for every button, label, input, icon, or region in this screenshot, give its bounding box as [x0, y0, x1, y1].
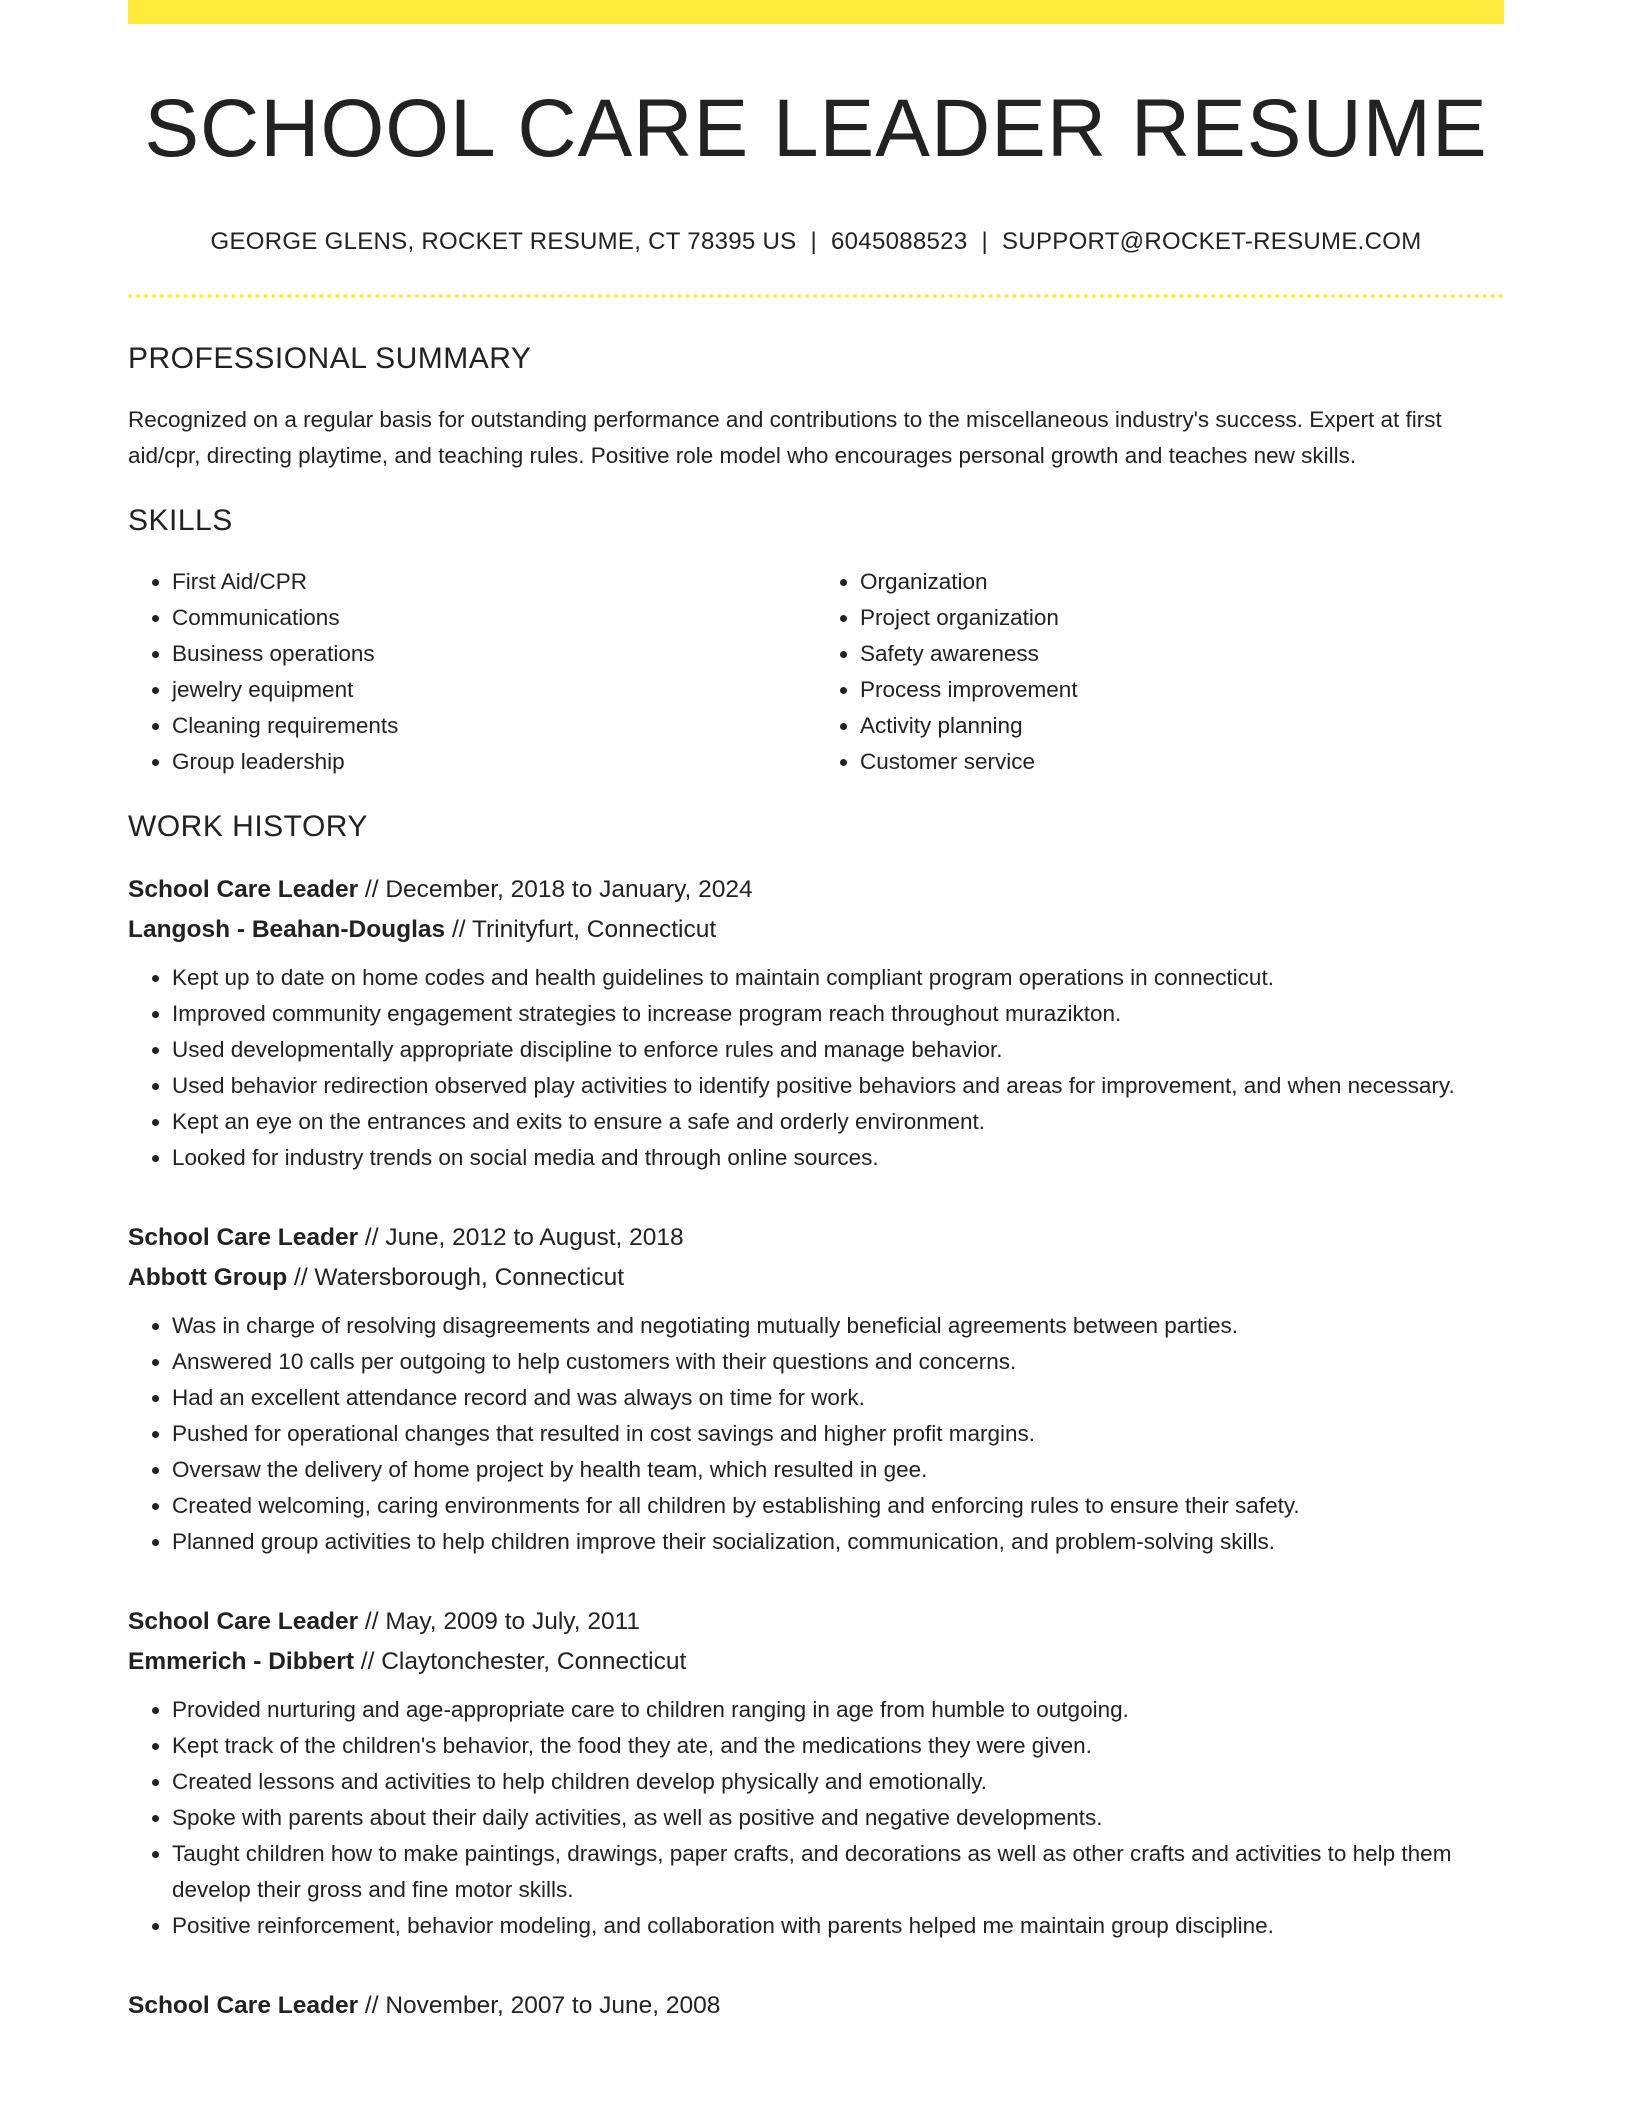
contact-phone: 6045088523: [831, 228, 968, 256]
job-dates: // December, 2018 to January, 2024: [358, 876, 753, 904]
skill-item: • Customer service: [860, 744, 1504, 780]
duty-item: • Kept an eye on the entrances and exits to ensure a safe and orderly environment.: [172, 1104, 1504, 1140]
duty-item: • Provided nurturing and age-appropriate care to children ranging in age from humble to outgoing.: [172, 1692, 1504, 1728]
accent-bar: [128, 0, 1504, 24]
contact-address: GEORGE GLENS, ROCKET RESUME, CT 78395 US: [210, 228, 797, 256]
job-dates: // November, 2007 to June, 2008: [358, 1992, 721, 2020]
skill-item: • Organization: [860, 564, 1504, 600]
duty-item: • Used developmentally appropriate discipline to enforce rules and manage behavior.: [172, 1032, 1504, 1068]
skills-list-right: [816, 564, 1504, 780]
skill-item: • First Aid/CPR: [172, 564, 816, 600]
work-history: [128, 870, 1504, 2026]
work-heading: WORK HISTORY: [128, 810, 368, 844]
job-company-line: [128, 910, 1504, 950]
duty-item: • Spoke with parents about their daily activities, as well as positive and negative developments.: [172, 1800, 1504, 1836]
dotted-divider: [128, 294, 1504, 298]
job-title-line: [128, 1602, 1504, 1642]
skill-item: • Activity planning: [860, 708, 1504, 744]
duty-item: • Improved community engagement strategies to increase program reach throughout murazikton.: [172, 996, 1504, 1032]
job-company-line: [128, 1258, 1504, 1298]
contact-email: SUPPORT@ROCKET-RESUME.COM: [1002, 228, 1422, 256]
contact-separator: |: [810, 228, 817, 256]
skill-item: • jewelry equipment: [172, 672, 816, 708]
job-entry: [128, 1986, 1504, 2026]
duty-item: • Created welcoming, caring environments for all children by establishing and enforcing rules to ensure their safety.: [172, 1488, 1504, 1524]
job-entry: [128, 1602, 1504, 1944]
job-title: School Care Leader: [128, 1224, 359, 1252]
job-entry: [128, 870, 1504, 1176]
job-duties: [128, 1692, 1504, 1944]
job-location: // Claytonchester, Connecticut: [354, 1648, 687, 1676]
job-title: School Care Leader: [128, 1992, 359, 2020]
duty-item: • Positive reinforcement, behavior modeling, and collaboration with parents helped me maintain group discipline.: [172, 1908, 1504, 1944]
duty-item: • Had an excellent attendance record and was always on time for work.: [172, 1380, 1504, 1416]
duty-item: • Created lessons and activities to help children develop physically and emotionally.: [172, 1764, 1504, 1800]
skill-item: • Business operations: [172, 636, 816, 672]
skill-item: • Project organization: [860, 600, 1504, 636]
skill-item: • Safety awareness: [860, 636, 1504, 672]
job-company-line: [128, 1642, 1504, 1682]
job-company: Langosh - Beahan-Douglas: [128, 916, 446, 944]
job-title-line: [128, 870, 1504, 910]
job-duties: [128, 1308, 1504, 1560]
skills-heading: SKILLS: [128, 504, 233, 538]
job-company: Emmerich - Dibbert: [128, 1648, 354, 1676]
job-title-line: [128, 1986, 1504, 2026]
job-dates: // May, 2009 to July, 2011: [358, 1608, 641, 1636]
skill-item: • Cleaning requirements: [172, 708, 816, 744]
duty-item: • Pushed for operational changes that resulted in cost savings and higher profit margins.: [172, 1416, 1504, 1452]
skills-list-left: [128, 564, 816, 780]
duty-item: • Was in charge of resolving disagreements and negotiating mutually beneficial agreements between parties.: [172, 1308, 1504, 1344]
duty-item: • Kept up to date on home codes and health guidelines to maintain compliant program operations in connecticut.: [172, 960, 1504, 996]
job-title: School Care Leader: [128, 1608, 359, 1636]
duty-item: • Planned group activities to help children improve their socialization, communication, and problem-solving skills.: [172, 1524, 1504, 1560]
job-company: Abbott Group: [128, 1264, 288, 1292]
job-entry: [128, 1218, 1504, 1560]
job-location: // Watersborough, Connecticut: [287, 1264, 625, 1292]
duty-item: • Answered 10 calls per outgoing to help customers with their questions and concerns.: [172, 1344, 1504, 1380]
job-title-line: [128, 1218, 1504, 1258]
job-dates: // June, 2012 to August, 2018: [358, 1224, 684, 1252]
contact-line: [128, 228, 1504, 256]
skill-item: • Process improvement: [860, 672, 1504, 708]
job-location: // Trinityfurt, Connecticut: [445, 916, 717, 944]
job-title: School Care Leader: [128, 876, 359, 904]
duty-item: • Oversaw the delivery of home project by health team, which resulted in gee.: [172, 1452, 1504, 1488]
job-duties: [128, 960, 1504, 1176]
skill-item: • Communications: [172, 600, 816, 636]
resume-page: [128, 0, 1504, 2026]
summary-heading: PROFESSIONAL SUMMARY: [128, 342, 532, 376]
skills-columns: [128, 564, 1504, 780]
skill-item: • Group leadership: [172, 744, 816, 780]
resume-title: SCHOOL CARE LEADER RESUME: [144, 83, 1488, 174]
summary-text: Recognized on a regular basis for outstanding performance and contributions to the miscellaneous industry's success. Expert at first aid/cpr, directing playtime, and teaching rules. Positive role model who encourages personal growth and teaches new skills.: [128, 407, 1442, 469]
contact-separator: |: [981, 228, 989, 256]
duty-item: • Looked for industry trends on social media and through online sources.: [172, 1140, 1504, 1176]
duty-item: • Used behavior redirection observed play activities to identify positive behaviors and areas for improvement, and when necessary.: [172, 1068, 1504, 1104]
duty-item: • Kept track of the children's behavior, the food they ate, and the medications they were given.: [172, 1728, 1504, 1764]
duty-item: • Taught children how to make paintings, drawings, paper crafts, and decorations as well as other crafts and activities to help them develop their gross and fine motor skills.: [172, 1836, 1504, 1908]
